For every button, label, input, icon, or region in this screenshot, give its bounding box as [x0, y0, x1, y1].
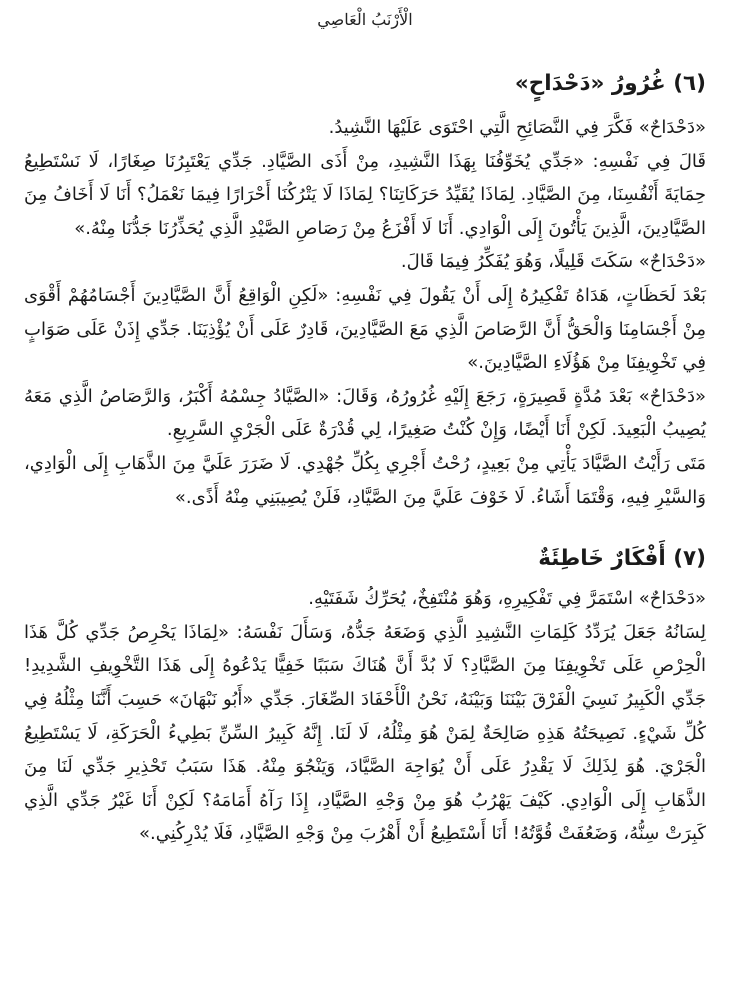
paragraph: بَعْدَ لَحَظَاتٍ، هَدَاهُ تَفْكِيرُهُ إِلَى أَنْ يَقُولَ فِي نَفْسِهِ: «لَكِنِ الْوَاقِعُ أَنَّ الصَّيَّادِينَ أَجْسَامُهُمْ أَقْوَى مِنْ أَجْسَامِنَا وَالْحَقُّ أَنَّ الرَّصَاصَ الَّذِي مَعَ الصَّيَّادِينَ، قَادِرٌ عَلَى أَنْ يُؤْذِيَنَا. جَدِّي إِذَنْ عَلَى صَوَابٍ فِي تَخْوِيفِنَا مِنْ هَؤُلَاءِ الصَّيَّادِينَ.» — [24, 284, 706, 374]
paragraph: «دَحْدَاحٌ» سَكَتَ قَلِيلًا، وَهُوَ يُفَكِّرُ فِيمَا قَالَ. — [400, 251, 706, 273]
paragraph: «دَحْدَاحٌ» فَكَّرَ فِي النَّصَائِحِ الَّتِي احْتَوَى عَلَيْهَا النَّشِيدُ. — [328, 117, 706, 138]
paragraph: لِسَانُهُ جَعَلَ يُرَدِّدُ كَلِمَاتِ النَّشِيدِ الَّذِي وَضَعَهُ جَدُّهُ، وَسَأَلَ نَفْسَهُ: «لِمَاذَا يَحْرِصُ جَدِّي كُلَّ هَذَا الْحِرْصِ عَلَى تَخْوِيفِنَا مِنَ الصَّيَّادِ؟ لَا بُدَّ أَنَّ هُنَاكَ سَبَبًا خَفِيًّا يَدْعُوهُ إِلَى هَذَا التَّخْوِيفِ الشَّدِيدِ! جَدِّي الْكَبِيرُ نَسِيَ الْفَرْقَ بَيْنَنَا وَبَيْنَهُ، نَحْنُ الْأَحْفَادَ الصِّغَارَ. جَدِّي «أَبُو نَبْهَانَ» حَسِبَ أَنَّنَا مِثْلُهُ فِي كُلِّ شَيْءٍ. نَصِيحَتُهُ هَذِهِ صَالِحَةٌ لِمَنْ هُوَ مِثْلُهُ، لَا لَنَا. إِنَّهُ كَبِيرُ السِّنِّ بَطِيءُ الْحَرَكَةِ، لَا يَسْتَطِيعُ الْجَرْيَ. هُوَ لِذَلِكَ لَا يَقْدِرُ عَلَى أَنْ يُوَاجِهَ الصَّيَّادَ، وَيَنْجُوَ مِنْهُ. هَذَا سَبَبُ تَحْذِيرِ جَدِّي لَنَا مِنَ الذَّهَابِ إِلَى الْوَادِي. كَيْفَ يَهْرُبُ هُوَ مِنْ وَجْهِ الصَّيَّادِ، إِذَا رَآهُ أَمَامَهُ؟ لَكِنْ أَنَا غَيْرُ جَدِّي الَّذِي كَبِرَتْ سِنُّهُ، وَضَعُفَتْ قُوَّتُهُ! أَنَا أَسْتَطِيعُ أَنْ أَهْرُبَ مِنْ وَجْهِ الصَّيَّادِ، فَلَا يُدْرِكُنِي.» — [24, 621, 706, 845]
paragraph: «دَحْدَاحٌ» بَعْدَ مُدَّةٍ قَصِيرَةٍ، رَجَعَ إِلَيْهِ غُرُورُهُ، وَقَالَ: «الصَّيَّادُ جِسْمُهُ أَكْبَرُ، وَالرَّصَاصُ الَّذِي مَعَهُ يُصِيبُ الْبَعِيدَ. لَكِنْ أَنَا أَيْضًا، وَإِنْ كُنْتُ صَغِيرًا، لِي قُدْرَةٌ عَلَى الْجَرْيِ السَّرِيعِ. — [24, 385, 706, 441]
section-title: (٦) غُرُورُ «دَحْدَاحٍ» — [514, 71, 706, 96]
running-header: الْأَرْنَبُ الْعَاصِي — [317, 10, 413, 29]
section-title: (٧) أَفْكَارٌ خَاطِئَةٌ — [538, 546, 706, 572]
paragraph: «دَحْدَاحٌ» اسْتَمَرَّ فِي تَفْكِيرِهِ، وَهُوَ مُنْتَفِخٌ، يُحَرِّكُ شَفَتَيْهِ. — [308, 588, 706, 610]
paragraph: قَالَ فِي نَفْسِهِ: «جَدِّي يُخَوِّفُنَا بِهَذَا النَّشِيدِ، مِنْ أَذَى الصَّيَّادِ. جَدِّي يَعْتَبِرُنَا صِغَارًا، لَا نَسْتَطِيعُ حِمَايَةَ أَنْفُسِنَا، مِنَ الصَّيَّادِ. لِمَاذَا يُقَيِّدُ حَرَكَاتِنَا؟ لِمَاذَا لَا يَتْرُكُنَا أَحْرَارًا فِيمَا نَعْمَلُ؟ أَنَا لَا أَخَافُ مِنَ الصَّيَّادِينَ، الَّذِينَ يَأْتُونَ إِلَى الْوَادِي. أَنَا لَا أَفْزَعُ مِنْ رَصَاصِ الصَّيْدِ الَّذِي يُحَذِّرُنَا جَدُّنَا مِنْهُ.» — [24, 150, 706, 239]
paragraph: مَتَى رَأَيْتُ الصَّيَّادَ يَأْتِي مِنْ بَعِيدٍ، رُحْتُ أَجْرِي بِكُلِّ جُهْدِي. لَا ضَرَرَ عَلَيَّ مِنَ الذَّهَابِ إِلَى الْوَادِي، وَالسَّيْرِ فِيهِ، وَقْتَمَا أَشَاءُ. لَا خَوْفَ عَلَيَّ مِنَ الصَّيَّادِ، فَلَنْ يُصِيبَنِي مِنْهُ أَذًى.» — [24, 452, 706, 508]
